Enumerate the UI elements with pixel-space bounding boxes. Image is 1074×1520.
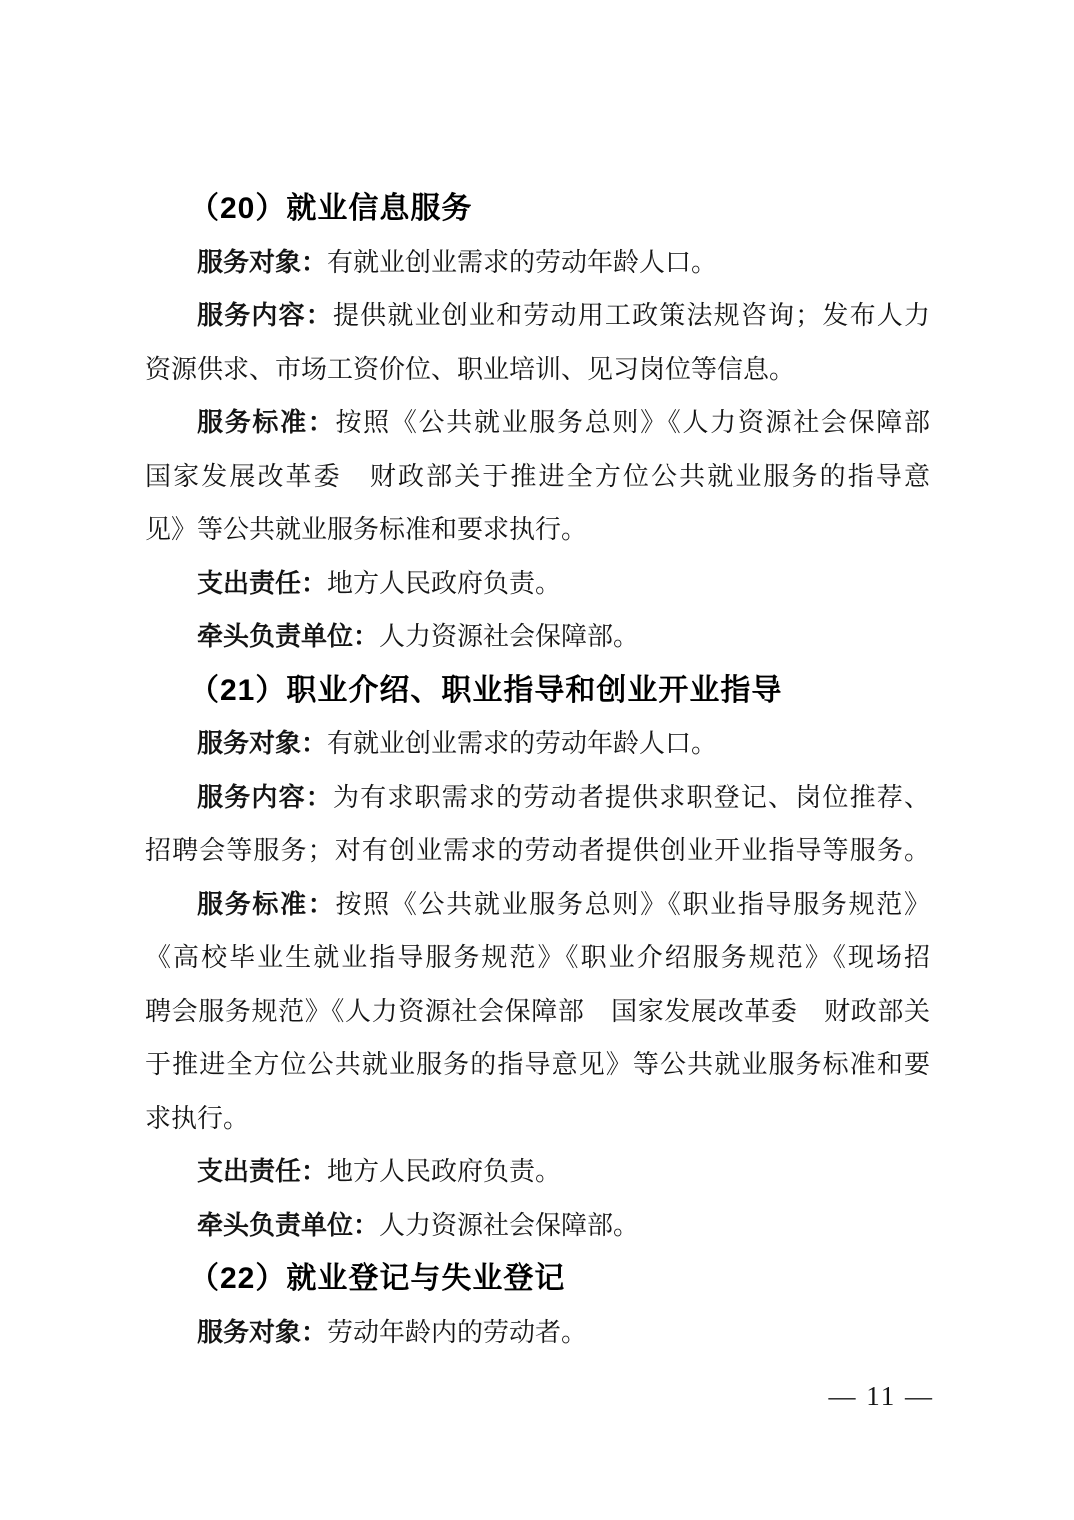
service-standard-line (145, 1038, 930, 1092)
section-21-heading: （21）职业介绍、职业指导和创业开业指导 (189, 673, 783, 707)
document-content (145, 182, 930, 1359)
field-label: 服务内容： (197, 782, 333, 812)
field-label: 牵头负责单位： (197, 1210, 380, 1240)
line-text: 地方人民政府负责。 (327, 1157, 562, 1186)
expenditure-line (145, 1145, 930, 1199)
line-text: 地方人民政府负责。 (327, 568, 562, 598)
line-text: 按照《公共就业服务总则》《人力资源社会保障部 (335, 408, 930, 437)
line-text: 有就业创业需求的劳动年龄人口。 (327, 729, 718, 758)
service-standard-line (145, 931, 930, 985)
line-text: 国家发展改革委 财政部关于推进全方位公共就业服务的指导意 (145, 461, 930, 491)
line-text: 劳动年龄内的劳动者。 (327, 1317, 588, 1347)
line-text: 资源供求、市场工资价位、职业培训、见习岗位等信息。 (145, 354, 796, 384)
service-target-line (145, 1306, 930, 1360)
line-text: 招聘会等服务；对有创业需求的劳动者提供创业开业指导等服务。 (145, 836, 930, 865)
section-20 (145, 182, 930, 664)
line-text: 人力资源社会保障部。 (379, 1210, 640, 1240)
service-standard-line (145, 503, 930, 557)
line-text: 按照《公共就业服务总则》《职业指导服务规范》 (335, 889, 930, 919)
service-content-line (145, 771, 930, 825)
service-standard-line (145, 1092, 930, 1146)
expenditure-line (145, 557, 930, 611)
service-standard-line (145, 396, 930, 450)
field-label: 服务对象： (197, 247, 328, 277)
service-content-line (145, 824, 930, 878)
line-text: 于推进全方位公共就业服务的指导意见》等公共就业服务标准和要 (145, 1050, 930, 1079)
field-label: 牵头负责单位： (197, 622, 380, 651)
section-22 (145, 1252, 930, 1359)
field-label: 服务标准： (197, 408, 336, 437)
line-text: 有就业创业需求的劳动年龄人口。 (327, 247, 718, 277)
line-text: 为有求职需求的劳动者提供求职登记、岗位推荐、 (332, 782, 930, 812)
line-text: 《高校毕业生就业指导服务规范》《职业介绍服务规范》《现场招 (145, 943, 930, 972)
field-label: 服务标准： (197, 889, 336, 919)
line-text: 见》等公共就业服务标准和要求执行。 (145, 515, 588, 544)
lead-unit-line (145, 1199, 930, 1253)
field-label: 服务对象： (197, 729, 328, 758)
line-text: 求执行。 (145, 1103, 250, 1133)
service-target-line (145, 236, 930, 290)
service-content-line (145, 289, 930, 343)
line-text: 人力资源社会保障部。 (379, 622, 640, 651)
service-standard-line (145, 450, 930, 504)
field-label: 服务对象： (197, 1317, 328, 1347)
field-label: 支出责任： (197, 568, 328, 598)
line-text: 聘会服务规范》《人力资源社会保障部 国家发展改革委 财政部关 (145, 996, 930, 1026)
lead-unit-line (145, 610, 930, 664)
line-text: 提供就业创业和劳动用工政策法规咨询；发布人力 (332, 301, 930, 330)
service-standard-line (145, 985, 930, 1039)
section-22-heading: （22）就业登记与失业登记 (189, 1262, 566, 1295)
service-target-line (145, 717, 930, 771)
section-20-heading: （20）就业信息服务 (189, 192, 473, 225)
service-content-line (145, 343, 930, 397)
field-label: 服务内容： (197, 301, 333, 330)
field-label: 支出责任： (197, 1157, 328, 1186)
section-21 (145, 664, 930, 1253)
page-number: — 11 — (828, 1381, 934, 1411)
service-standard-line (145, 878, 930, 932)
